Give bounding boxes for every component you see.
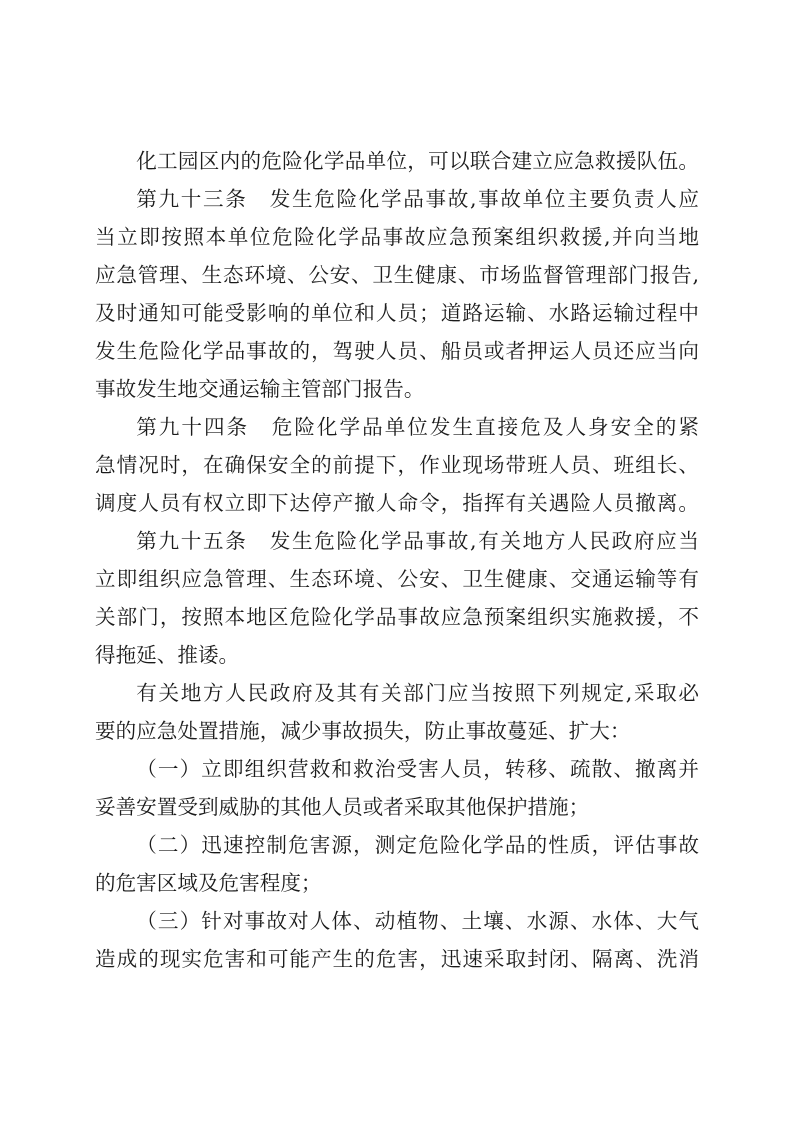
text-line: 急情况时，在确保安全的前提下，作业现场带班人员、班组长、: [95, 453, 699, 477]
paragraph: [95, 674, 699, 750]
text-line: （三）针对事故对人体、动植物、土壤、水源、水体、大气: [136, 909, 699, 933]
text-line: 及时通知可能受影响的单位和人员；道路运输、水路运输过程中: [95, 301, 699, 325]
text-line: 应急管理、生态环境、公安、卫生健康、市场监督管理部门报告,: [95, 263, 699, 287]
text-line: 当立即按照本单位危险化学品事故应急预案组织救援,并向当地: [95, 225, 699, 249]
text-line: 得拖延、推诿。: [95, 643, 240, 667]
text-line: 化工园区内的危险化学品单位，可以联合建立应急救援队伍。: [136, 149, 699, 173]
paragraph: [95, 902, 699, 978]
text-line: 事故发生地交通运输主管部门报告。: [95, 377, 425, 401]
text-line: （一）立即组织营救和救治受害人员，转移、疏散、撤离并: [136, 757, 699, 781]
text-line: 第九十五条 发生危险化学品事故,有关地方人民政府应当: [136, 529, 699, 553]
text-line: 第九十四条 危险化学品单位发生直接危及人身安全的紧: [136, 415, 699, 439]
text-line: 有关地方人民政府及其有关部门应当按照下列规定,采取必: [136, 681, 699, 705]
text-line: 立即组织应急管理、生态环境、公安、卫生健康、交通运输等有: [95, 567, 699, 591]
text-line: 第九十三条 发生危险化学品事故,事故单位主要负责人应: [136, 187, 699, 211]
paragraph: [95, 142, 699, 180]
text-line: 调度人员有权立即下达停产撤人命令，指挥有关遇险人员撤离。: [95, 491, 699, 515]
text-line: 造成的现实危害和可能产生的危害，迅速采取封闭、隔离、洗消: [95, 947, 699, 971]
text-line: 的危害区域及危害程度；: [95, 871, 322, 895]
text-line: （二）迅速控制危害源，测定危险化学品的性质，评估事故: [136, 833, 699, 857]
text-line: 妥善安置受到威胁的其他人员或者采取其他保护措施；: [95, 795, 590, 819]
paragraph: [95, 522, 699, 674]
legal-text-block: [95, 142, 699, 978]
paragraph: [95, 180, 699, 408]
text-line: 发生危险化学品事故的，驾驶人员、船员或者押运人员还应当向: [95, 339, 699, 363]
text-line: 关部门，按照本地区危险化学品事故应急预案组织实施救援，不: [95, 605, 699, 629]
text-line: 要的应急处置措施，减少事故损失，防止事故蔓延、扩大：: [95, 719, 631, 743]
paragraph: [95, 408, 699, 522]
paragraph: [95, 750, 699, 826]
paragraph: [95, 826, 699, 902]
